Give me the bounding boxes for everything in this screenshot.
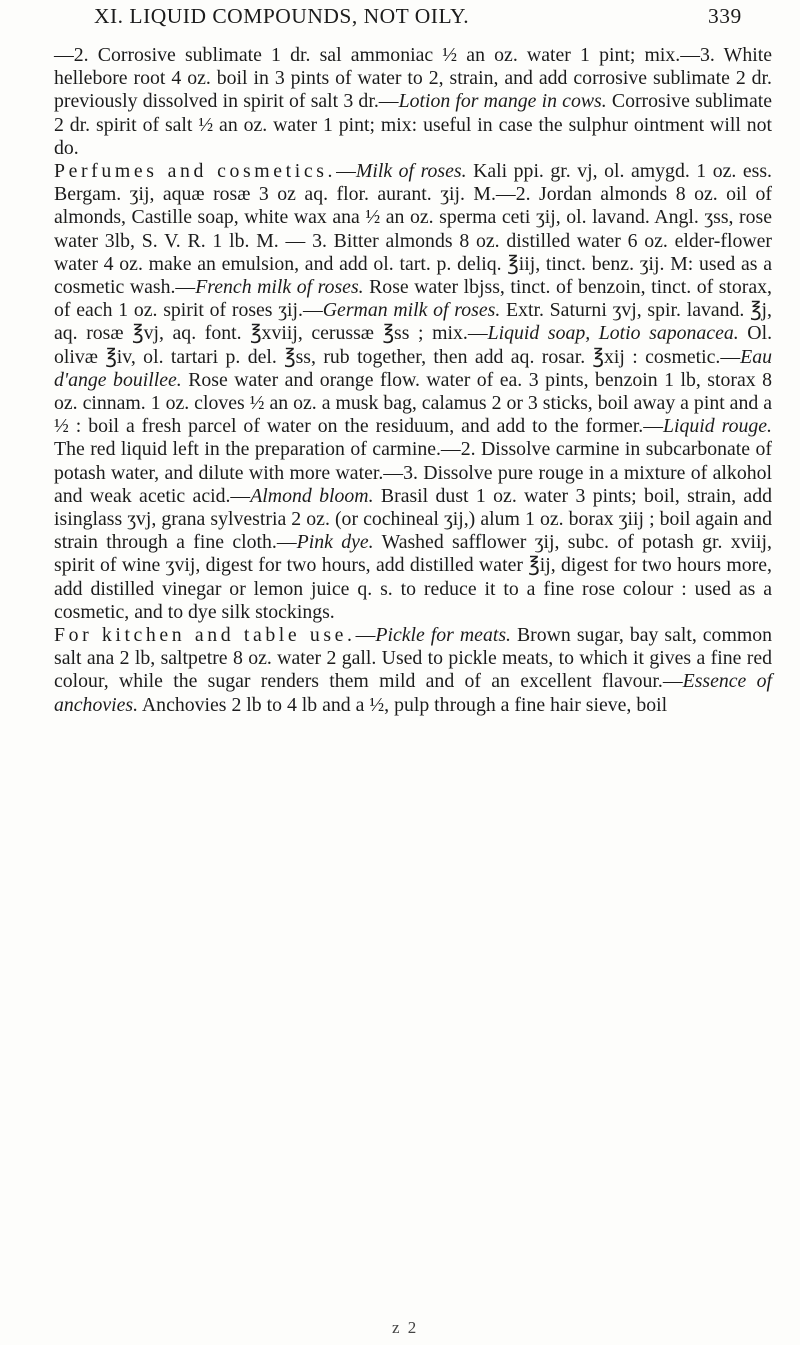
recipe-title: French milk of roses. bbox=[195, 276, 364, 299]
recipe-title: Essence of anchovies. bbox=[54, 670, 773, 716]
text-run: Corrosive sublimate 2 dr. spirit of salt ½ an oz. water 1 pint; mix: useful in case the sulphur ointment will not do. bbox=[54, 90, 773, 159]
text-run: Rose water lbjss, tinct. of benzoin, tinct. of storax, of each 1 oz. spirit of roses ʒij.— bbox=[54, 276, 772, 322]
text-run: Rose water and orange flow. water of ea. 3 pints, benzoin 1 lb, storax 8 oz. cinnam. 1 oz. cloves ½ an oz. a musk bag, calamus 2 or 3 sticks, boil away a pint and a ½ : boil a fresh parcel of water on the residuum, and add to the former.— bbox=[54, 368, 772, 438]
signature-mark: z 2 bbox=[392, 1318, 419, 1337]
recipe-title: Eau d'ange bouillee. bbox=[54, 345, 772, 391]
body-text bbox=[54, 44, 772, 717]
recipe-title: Milk of roses. bbox=[355, 160, 467, 183]
running-header bbox=[0, 4, 800, 28]
text-run: Extr. Saturni ʒvj, spir. lavand. ℥j, aq. rosæ ℥vj, aq. font. ℥xviij, cerussæ ℥ss ; mix.— bbox=[54, 299, 772, 345]
section-heading: For kitchen and table use. bbox=[54, 624, 356, 647]
text-run: —2. Corrosive sublimate 1 dr. sal ammoniac ½ an oz. water 1 pint; mix.—3. White hellebore root 4 oz. boil in 3 pints of water to 2, strain, and add corrosive sublimate 2 dr. previously dissolved in spirit of salt 3 dr.— bbox=[54, 44, 772, 113]
recipe-title: Liquid rouge. bbox=[663, 415, 772, 438]
text-run: Brown sugar, bay salt, common salt ana 2 lb, saltpetre 8 oz. water 2 gall. Used to pickle meats, to which it gives a fine red colour, while the sugar renders them mild and of an excellent flavour.— bbox=[54, 624, 773, 693]
recipe-title: German milk of roses. bbox=[322, 299, 501, 322]
section-heading: Perfumes and cosmetics. bbox=[54, 160, 337, 183]
chapter-title: XI. LIQUID COMPOUNDS, NOT OILY. bbox=[94, 4, 470, 28]
text-run: Anchovies 2 lb to 4 lb and a ½, pulp through a fine hair sieve, boil bbox=[138, 693, 668, 716]
recipe-title: Liquid soap, Lotio saponacea. bbox=[487, 322, 739, 345]
recipe-paragraph bbox=[54, 44, 772, 717]
recipe-title: Almond bloom. bbox=[250, 484, 374, 507]
text-run: Brasil dust 1 oz. water 3 pints; boil, strain, add isinglass ʒvj, grana sylvestria 2 oz. (or cochineal ʒij,) alum 1 oz. borax ʒiij ; boil again and strain through a fine cloth.— bbox=[54, 484, 772, 554]
recipe-title: Pink dye. bbox=[296, 531, 374, 554]
text-run: The red liquid left in the preparation of carmine.—2. Dissolve carmine in subcarbonate of potash water, and dilute with more water.—3. Dissolve pure rouge in a mixture of alkohol and weak acetic acid.— bbox=[54, 438, 772, 507]
recipe-title: Pickle for meats. bbox=[375, 624, 511, 647]
recipe-title: Lotion for mange in cows. bbox=[398, 90, 607, 113]
text-run: Ol. olivæ ℥iv, ol. tartari p. del. ℥ss, rub together, then add aq. rosar. ℥xij : cosmetic.— bbox=[54, 322, 773, 368]
text-run: — bbox=[355, 624, 376, 647]
page-number: 339 bbox=[708, 4, 742, 28]
text-run: — bbox=[336, 160, 356, 183]
text-run: Kali ppi. gr. vj, ol. amygd. 1 oz. ess. Bergam. ʒij, aquæ rosæ 3 oz aq. flor. aurant. ʒij. M.—2. Jordan almonds 8 oz. oil of almonds, Castille soap, white wax ana ½ an oz. sperma ceti ʒij, ol. lavand. Angl. ʒss, rose water 3lb, S. V. R. 1 lb. M. — 3. Bitter almonds 8 oz. distilled water 6 oz. elder-flower water 4 oz. make an emulsion, and add ol. tart. p. deliq. ℥iij, tinct. benz. ʒij. M: used as a cosmetic wash.— bbox=[54, 160, 772, 299]
text-run: Washed safflower ʒij, subc. of potash gr. xviij, spirit of wine ʒvij, digest for two hours, add distilled water ℥ij, digest for two hours more, add distilled vinegar or lemon juice q. s. to reduce it to a fine rose colour : used as a cosmetic, and to dye silk stockings. bbox=[54, 531, 772, 623]
